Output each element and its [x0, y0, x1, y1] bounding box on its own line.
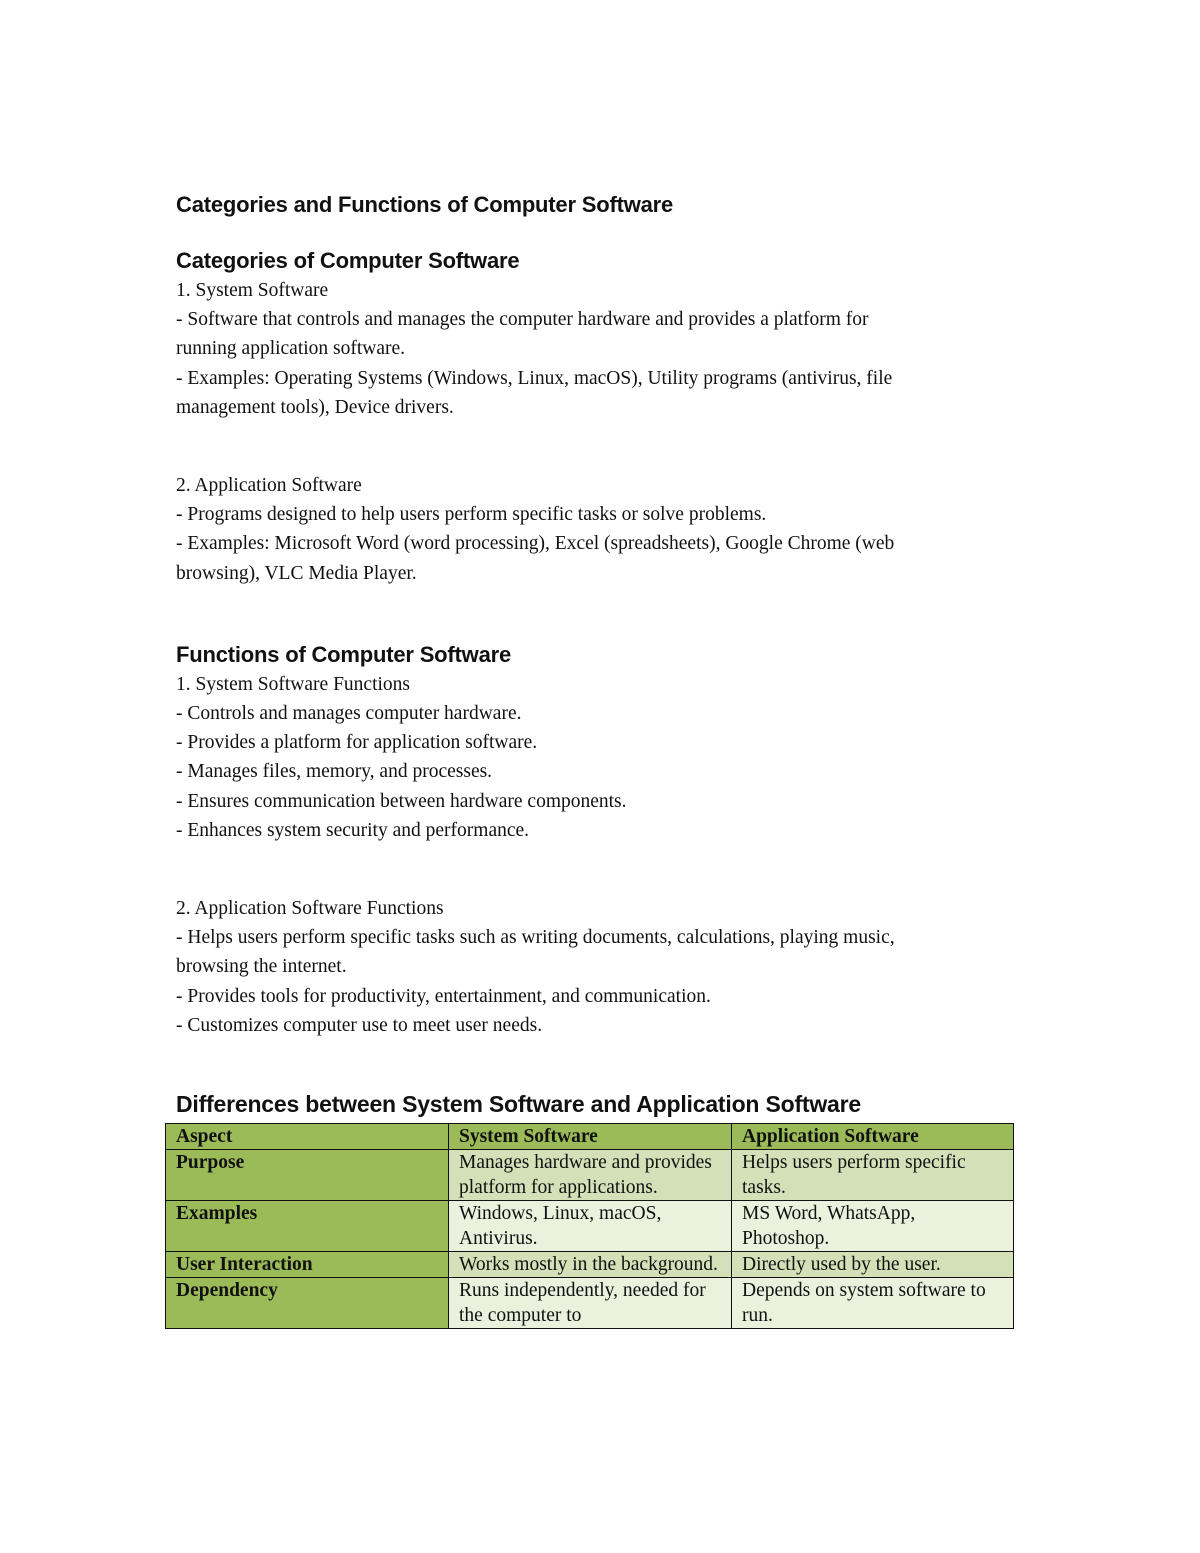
functions-heading: Functions of Computer Software	[176, 641, 512, 667]
row-aspect-cell: Examples	[166, 1201, 449, 1252]
function-system-label: 1. System Software Functions	[176, 673, 410, 695]
table-row	[166, 1150, 1014, 1201]
application-software-cell: Helps users perform specific tasks.	[732, 1150, 1014, 1201]
category-system-line: - Software that controls and manages the computer hardware and provides a platform for	[176, 309, 869, 331]
function-application-line: - Helps users perform specific tasks such as writing documents, calculations, playing music,	[176, 927, 895, 949]
table-row	[166, 1201, 1014, 1252]
table-row	[166, 1278, 1014, 1329]
function-system-line: - Enhances system security and performance.	[176, 819, 530, 841]
function-system-line: - Ensures communication between hardware components.	[176, 790, 627, 812]
system-software-cell: Works mostly in the background.	[449, 1252, 732, 1278]
category-system-line: management tools), Device drivers.	[176, 396, 454, 418]
row-aspect-cell: Purpose	[166, 1150, 449, 1201]
column-header-application: Application Software	[732, 1124, 1014, 1150]
category-application-line: - Programs designed to help users perform specific tasks or solve problems.	[176, 504, 767, 526]
application-software-cell: MS Word, WhatsApp, Photoshop.	[732, 1201, 1014, 1252]
category-application-label: 2. Application Software	[176, 475, 362, 497]
system-software-text: Runs independently, needed for the computer to	[459, 1280, 706, 1327]
spacer	[176, 422, 1026, 471]
function-system-line: - Controls and manages computer hardware.	[176, 703, 522, 725]
function-application-label: 2. Application Software Functions	[176, 898, 444, 920]
function-system-line: - Manages files, memory, and processes.	[176, 761, 493, 783]
system-software-cell: Windows, Linux, macOS, Antivirus.	[449, 1201, 732, 1252]
function-system-line: - Provides a platform for application software.	[176, 732, 538, 754]
row-aspect-text: Dependency	[176, 1280, 278, 1302]
differences-heading: Differences between System Software and Application Software	[176, 1091, 861, 1118]
system-software-cell	[449, 1278, 732, 1329]
row-aspect-cell	[166, 1278, 449, 1329]
category-application-line: browsing), VLC Media Player.	[176, 562, 417, 584]
application-software-cell	[732, 1278, 1014, 1329]
category-system-label: 1. System Software	[176, 280, 329, 301]
function-application-line: browsing the internet.	[176, 956, 347, 978]
column-header-system: System Software	[449, 1124, 732, 1150]
function-application-line: - Provides tools for productivity, entertainment, and communication.	[176, 985, 711, 1007]
document-title: Categories and Functions of Computer Software	[176, 192, 674, 217]
application-software-text: Depends on system software to run.	[742, 1280, 986, 1327]
spacer	[176, 1040, 1026, 1089]
column-header-aspect: Aspect	[166, 1124, 449, 1150]
category-application-line: - Examples: Microsoft Word (word processing), Excel (spreadsheets), Google Chrome (web	[176, 533, 895, 555]
spacer	[176, 588, 1026, 640]
document-page	[176, 190, 1026, 1329]
table-row	[166, 1252, 1014, 1278]
function-application-line: - Customizes computer use to meet user needs.	[176, 1014, 543, 1036]
category-system-line: - Examples: Operating Systems (Windows, Linux, macOS), Utility programs (antivirus, file	[176, 367, 893, 389]
row-aspect-cell: User Interaction	[166, 1252, 449, 1278]
spacer	[176, 845, 1026, 894]
table-header-row	[166, 1124, 1014, 1150]
system-software-cell: Manages hardware and provides platform for applications.	[449, 1150, 732, 1201]
categories-heading: Categories of Computer Software	[176, 248, 520, 273]
category-system-line: running application software.	[176, 338, 406, 360]
differences-table	[165, 1123, 1014, 1329]
application-software-cell: Directly used by the user.	[732, 1252, 1014, 1278]
